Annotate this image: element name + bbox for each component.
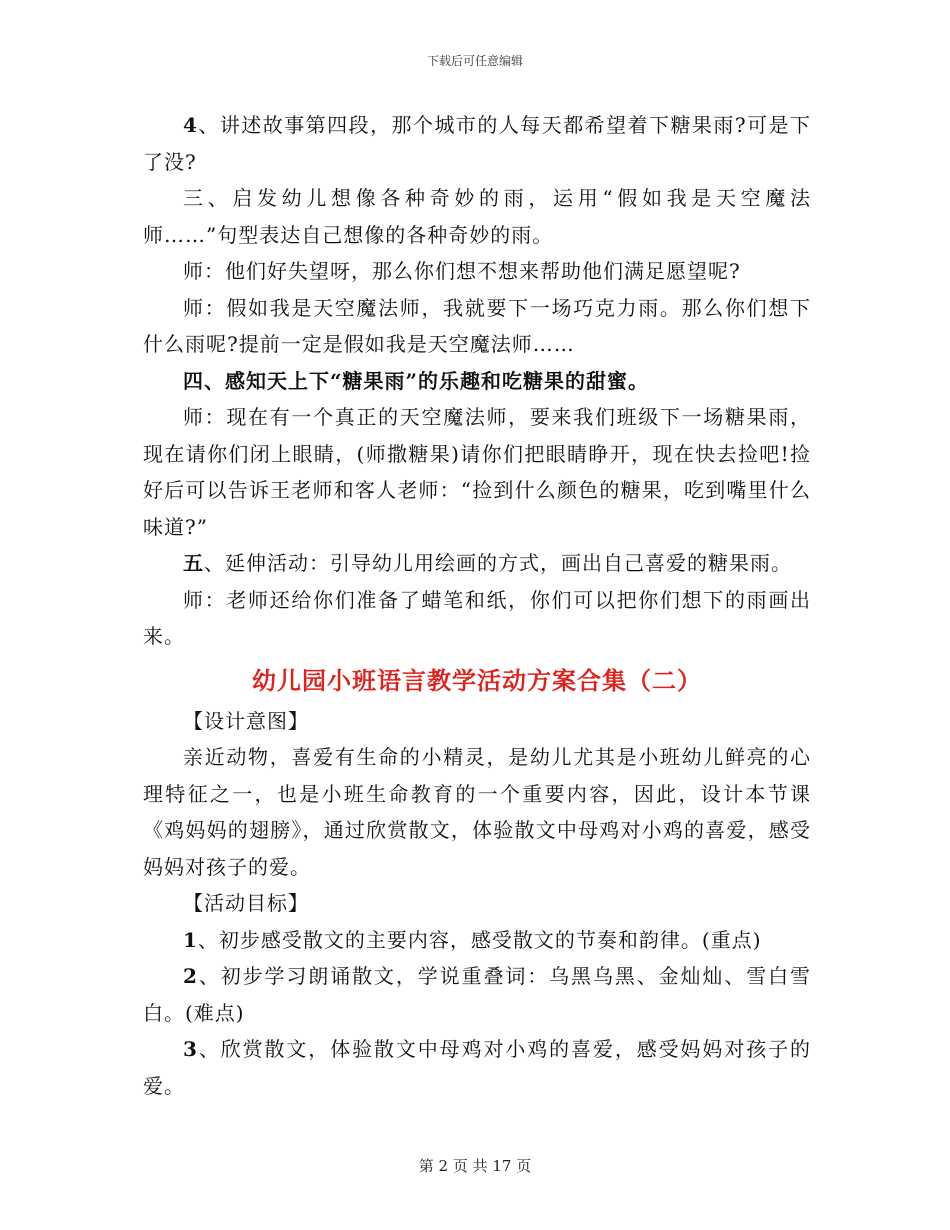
goal-text: 、初步学习朗诵散文，学说重叠词：乌黑乌黑、金灿灿、雪白雪白。(难点) <box>143 964 811 1025</box>
step-text: 、讲述故事第四段，那个城市的人每天都希望着下糖果雨?可是下了没? <box>143 113 811 174</box>
goal-item-3 <box>143 1031 811 1104</box>
page-number: 第 2 页 共 17 页 <box>418 1157 532 1175</box>
goal-number: 1 <box>183 927 198 952</box>
teacher-line-4: 师：老师还给你们准备了蜡笔和纸，你们可以把你们想下的雨画出来。 <box>143 587 811 648</box>
teacher-line-3: 师：现在有一个真正的天空魔法师，要来我们班级下一场糖果雨，现在请你们闭上眼睛，(师撒糖果)请你们把眼睛睁开，现在快去捡吧!捡好后可以告诉王老师和客人老师：“捡到什么颜色的糖果，吃到嘴里什么味道?” <box>143 405 811 539</box>
goal-item-2 <box>143 958 811 1031</box>
teacher-line-2: 师：假如我是天空魔法师，我就要下一场巧克力雨。那么你们想下什么雨呢?提前一定是假如我是天空魔法师…… <box>143 295 811 356</box>
design-paragraph: 亲近动物，喜爱有生命的小精灵，是幼儿尤其是小班幼儿鲜亮的心理特征之一，也是小班生命教育的一个重要内容，因此，设计本节课《鸡妈妈的翅膀》，通过欣赏散文，体验散文中母鸡对小鸡的喜爱，感受妈妈对孩子的爱。 <box>143 745 811 879</box>
section-three-paragraph: 三、启发幼儿想像各种奇妙的雨，运用“假如我是天空魔法师……”句型表达自己想像的各种奇妙的雨。 <box>143 186 811 247</box>
teacher-line-1: 师：他们好失望呀，那么你们想不想来帮助他们满足愿望呢? <box>183 259 741 283</box>
section-title: 幼儿园小班语言教学活动方案合集（二） <box>252 665 702 695</box>
story-step-4 <box>143 107 811 180</box>
goal-heading: 【活动目标】 <box>183 891 309 915</box>
design-heading: 【设计意图】 <box>183 708 309 733</box>
goal-item-1 <box>143 922 811 959</box>
section-five-text: 、延伸活动：引导幼儿用绘画的方式，画出自己喜爱的糖果雨。 <box>204 551 792 575</box>
section-five-paragraph <box>143 545 811 582</box>
goal-number: 3 <box>183 1037 198 1061</box>
document-body <box>143 107 811 1104</box>
goal-text: 、初步感受散文的主要内容，感受散文的节奏和韵律。(重点) <box>197 927 762 952</box>
section-five-number: 五 <box>183 551 204 575</box>
step-number: 4 <box>183 113 198 137</box>
goal-number: 2 <box>183 964 198 988</box>
header-note: 下载后可任意编辑 <box>426 54 523 68</box>
section-four-heading: 四、感知天上下“糖果雨”的乐趣和吃糖果的甜蜜。 <box>183 368 650 393</box>
goal-text: 、欣赏散文，体验散文中母鸡对小鸡的喜爱，感受妈妈对孩子的爱。 <box>143 1037 811 1098</box>
